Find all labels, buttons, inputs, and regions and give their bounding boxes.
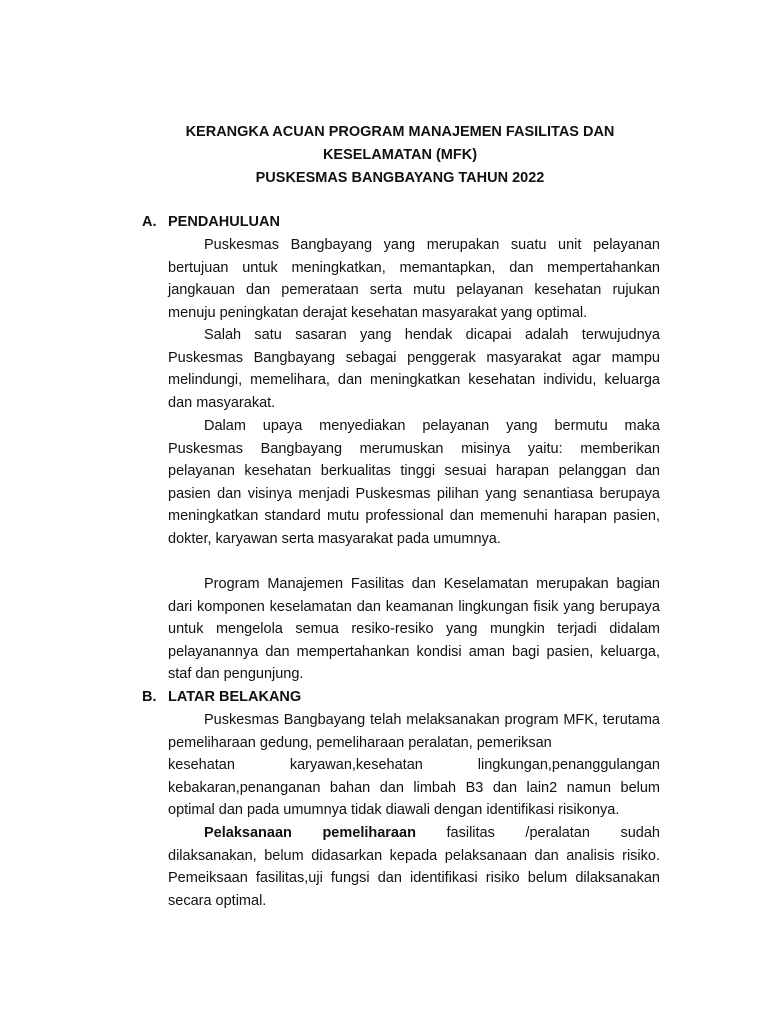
spread-word-3: lingkungan,penanggulangan bbox=[477, 757, 660, 774]
section-b-paragraph-1-part-1: Puskesmas Bangbayang telah melaksanakan program MFK, terutama pemeliharaan gedung, pemeliharaan peralatan, pemeriksan bbox=[168, 712, 660, 751]
document-title-line-1: KERANGKA ACUAN PROGRAM MANAJEMEN FASILITAS DAN bbox=[185, 124, 615, 140]
section-a-number: A. bbox=[142, 214, 157, 230]
bold-word-pelaksanaan: Pelaksanaan bbox=[204, 825, 292, 841]
section-a-heading bbox=[142, 211, 280, 233]
spread-word-1: kesehatan bbox=[168, 757, 235, 774]
spread-word-2: karyawan,kesehatan bbox=[289, 757, 423, 774]
section-a-paragraph-1: Puskesmas Bangbayang yang merupakan suatu unit pelayanan bertujuan untuk meningkatkan, memantapkan, dan mempertahankan jangkauan dan pemerataan serta mutu pelayanan kesehatan rujukan menuju peningkatan derajat kesehatan masyarakat yang optimal. bbox=[168, 237, 660, 321]
section-a-title: PENDAHULUAN bbox=[168, 214, 280, 230]
section-a-paragraph-3: Dalam upaya menyediakan pelayanan yang bermutu maka Puskesmas Bangbayang merumuskan misinya yaitu: memberikan pelayanan kesehatan berkualitas tinggi sesuai harapan pelanggan dan pasien dan visinya menjadi Puskesmas pilihan yang senantiasa berupaya meningkatkan standard mutu professional dan memenuhi harapan pasien, dokter, karyawan serta masyarakat pada umumnya. bbox=[168, 418, 660, 547]
section-b-paragraph-2-rest: dilaksanakan, belum didasarkan kepada pelaksanaan dan analisis risiko. Pemeiksaan fasilitas,uji fungsi dan identifikasi risiko belum dilaksanakan secara optimal. bbox=[168, 847, 660, 909]
word-peralatan: /peralatan bbox=[525, 825, 590, 841]
section-b-paragraph-1 bbox=[168, 709, 660, 822]
document-title-line-3: PUSKESMAS BANGBAYANG TAHUN 2022 bbox=[255, 170, 545, 186]
document-title-line-2: KESELAMATAN (MFK) bbox=[322, 147, 478, 163]
bold-word-pemeliharaan: pemeliharaan bbox=[322, 825, 416, 841]
section-b-heading bbox=[142, 686, 301, 708]
word-fasilitas: fasilitas bbox=[446, 825, 495, 841]
section-b-number: B. bbox=[142, 689, 157, 705]
section-b-paragraph-1-part-2: kebakaran,penanganan bahan dan limbah B3 dan lain2 namun belum optimal dan pada umumnya tidak diawali dengan identifikasi risikonya. bbox=[168, 779, 660, 819]
section-b-paragraph-2-lead-line bbox=[204, 822, 660, 845]
section-b-title: LATAR BELAKANG bbox=[168, 689, 302, 705]
section-a-paragraph-2: Salah satu sasaran yang hendak dicapai adalah terwujudnya Puskesmas Bangbayang sebagai penggerak masyarakat agar mampu melindungi, memelihara, dan meningkatkan kesehatan individu, keluarga dan masyarakat. bbox=[168, 327, 660, 411]
section-a-paragraph-4: Program Manajemen Fasilitas dan Keselamatan merupakan bagian dari komponen keselamatan dan keamanan lingkungan fisik yang berupaya untuk mengelola semua resiko-resiko yang mungkin terjadi didalam pelayanannya dan mempertahankan kondisi aman bagi pasien, keluarga, staf dan pengunjung. bbox=[168, 576, 660, 683]
section-b-paragraph-2 bbox=[168, 822, 660, 912]
section-b-paragraph-1-spread-line bbox=[168, 754, 660, 777]
word-sudah: sudah bbox=[620, 825, 660, 841]
